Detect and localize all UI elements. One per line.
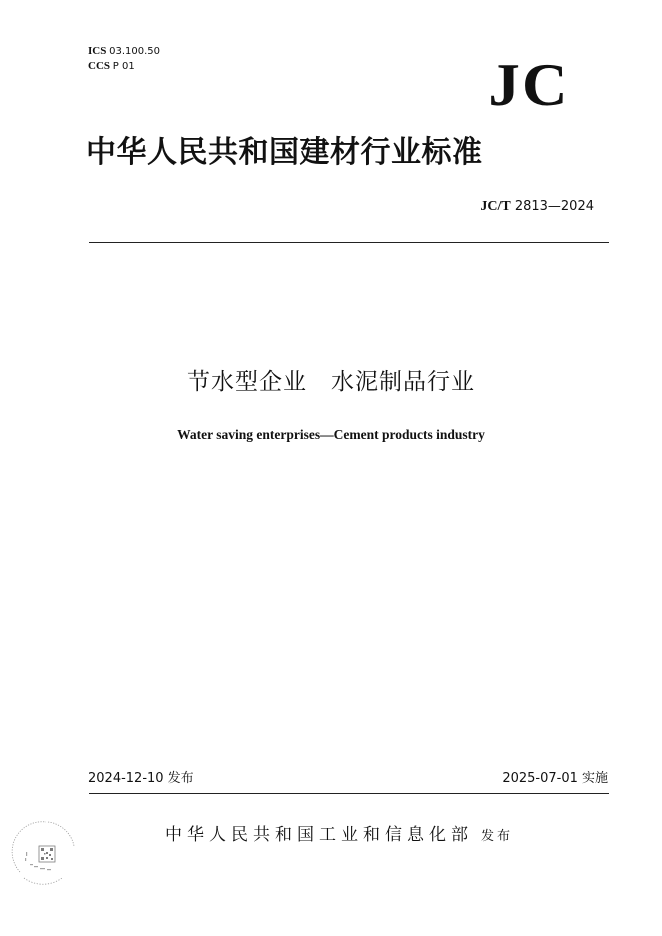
standard-body-title: 中华人民共和国建材行业标准 xyxy=(86,135,483,170)
issuer-name: 中华人民共和国工业和信息化部 xyxy=(165,825,473,845)
bottom-divider xyxy=(89,793,609,794)
ccs-value: P 01 xyxy=(112,61,135,72)
implementation-date: 2025-07-01 实施 xyxy=(502,771,608,786)
ics-label: ICS xyxy=(88,45,107,57)
issue-date: 2024-12-10 发布 xyxy=(88,771,194,786)
standard-code-prefix: JC/T xyxy=(480,199,511,214)
ccs-label: CCS xyxy=(88,60,111,72)
seal-stamp-icon xyxy=(6,812,84,890)
ccs-line xyxy=(88,59,160,74)
standard-code xyxy=(400,198,594,216)
issuer-verb: 发布 xyxy=(481,829,514,844)
document-title-chinese: 节水型企业 水泥制品行业 xyxy=(187,369,475,395)
classification-codes xyxy=(88,44,160,74)
top-divider xyxy=(89,242,609,243)
issuing-authority xyxy=(165,822,513,850)
jc-logo: JC xyxy=(488,52,570,118)
standard-code-number: 2813—2024 xyxy=(514,199,594,214)
ics-value: 03.100.50 xyxy=(109,46,160,57)
document-title-english: Water saving enterprises—Cement products industry xyxy=(177,427,485,442)
ics-line xyxy=(88,44,160,59)
